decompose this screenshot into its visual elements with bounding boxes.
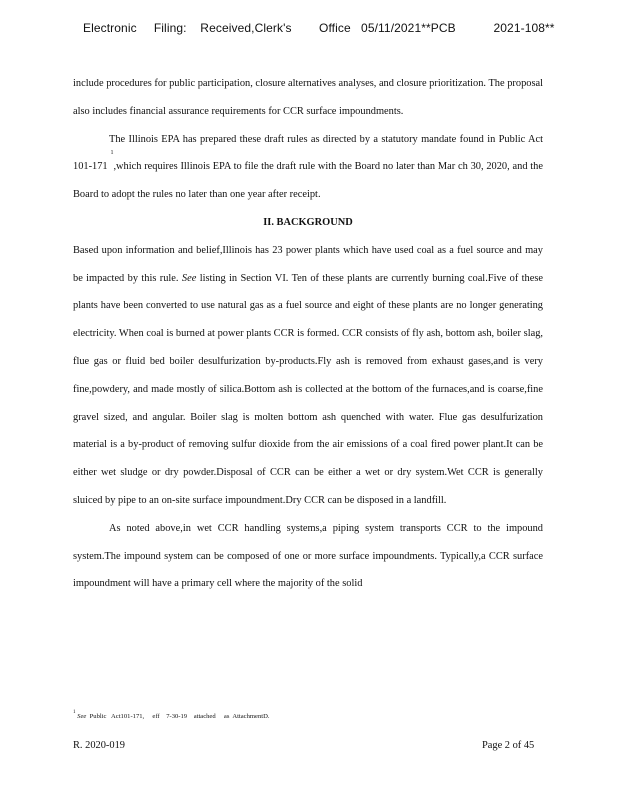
- section-heading-background: II. BACKGROUND: [263, 216, 353, 228]
- filing-header: Electronic Filing: Received,Clerk's Office 05/11/2021**PCB 2021-108**: [83, 21, 555, 35]
- footnote-reference: 1: [110, 150, 114, 157]
- docket-number: R. 2020-019: [73, 740, 125, 751]
- footnote-mark: 1: [73, 710, 76, 715]
- paragraph-wet-handling: As noted above,in wet CCR handling systems,a piping system transports CCR to the impound system.The impound system can be composed of one or more surface impoundments. Typically,a CCR surface impoundment will have a primary cell where the majority of the solid: [73, 522, 543, 590]
- document-body: [73, 70, 543, 598]
- paragraph-background-text-b: listing in Section VI. Ten of these plants are currently burning coal.Five of these plants have been converted to use natural gas as a fuel source and eight of these plants are no longer generating electricity. When coal is burned at power plants CCR is formed. CCR consists of fly ash, bottom ash, boiler slag, flue gas or fluid bed boiler desulfurization by-products.Fly ash is removed from exhaust gases,and is very fine,powdery, and made mostly of silica.Bottom ash is collected at the bottom of the furnaces,and is coarse,fine gravel sized, and angular. Boiler slag is molten bottom ash quenched with water. Flue gas desulfurization material is a by-product of removing sulfur dioxide from the air emissions of a coal fired power plant.It can be either wet sludge or dry powder.Disposal of CCR can be either a wet or dry system.Wet CCR is generally sluiced by pipe to an on-site surface impoundment.Dry CCR can be disposed in a landfill.: [73, 272, 543, 506]
- see-signal: See: [181, 272, 197, 284]
- paragraph-draft-rules: [73, 126, 543, 209]
- footnote: [73, 710, 270, 720]
- footnote-see: See: [77, 713, 87, 720]
- footnote-text: Public Act101-171, eff 7-30-19 attached as AttachmentD.: [89, 713, 270, 720]
- paragraph-procedures: include procedures for public participation, closure alternatives analyses, and closure prioritization. The proposal also includes financial assurance requirements for CCR surface impoundments.: [73, 78, 543, 117]
- paragraph-background: [73, 237, 543, 515]
- paragraph-draft-rules-text-a: The Illinois EPA has prepared these draft rules as directed by a statutory mandate found in Public Act 101-171: [73, 133, 543, 173]
- page-number: Page 2 of 45: [482, 740, 535, 751]
- paragraph-draft-rules-text-b: ,which requires Illinois EPA to file the draft rule with the Board no later than Mar ch 30, 2020, and the Board to adopt the rules no later than one year after receipt.: [73, 161, 543, 201]
- paragraph-background-text-a: Based upon information and belief,Illinois has 23 power plants which have used coal as a fuel source and may be impacted by this rule.: [73, 244, 543, 284]
